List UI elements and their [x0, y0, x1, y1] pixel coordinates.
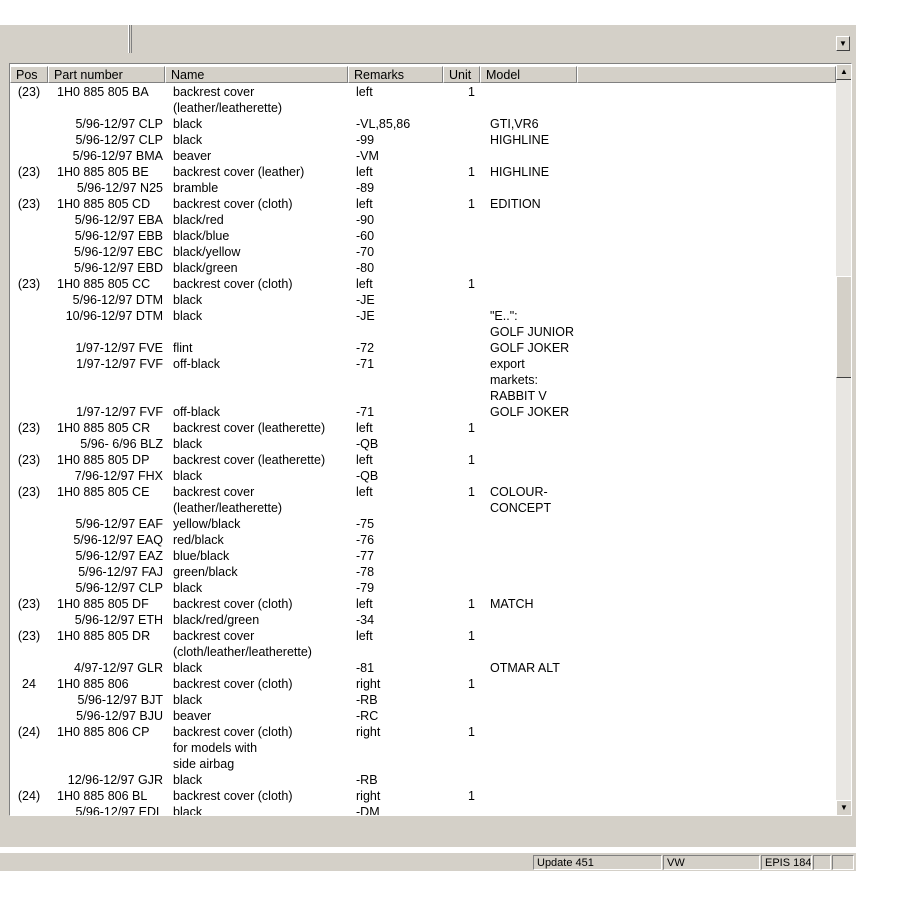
cell-name: yellow/black	[173, 517, 241, 531]
arrow-up-icon[interactable]: ▲	[836, 64, 852, 80]
table-row[interactable]	[10, 596, 836, 612]
parts-list[interactable]	[9, 63, 852, 816]
cell-model: GOLF JOKER	[490, 341, 570, 355]
cell-part-number: 1/97-12/97 FVF	[76, 405, 163, 419]
table-row[interactable]	[10, 484, 836, 500]
cell-part-number: 5/96-12/97 EAF	[75, 517, 163, 531]
cell-remarks: -70	[356, 245, 375, 259]
table-row[interactable]	[10, 804, 836, 816]
table-row[interactable]	[10, 692, 836, 708]
cell-part-number: 5/96-12/97 CLP	[75, 133, 163, 147]
cell-name: backrest cover	[173, 629, 255, 643]
cell-part-number: 1H0 885 806 CP	[57, 725, 150, 739]
scroll-thumb[interactable]	[836, 276, 852, 378]
cell-name: backrest cover (cloth)	[173, 789, 293, 803]
cell-part-number: 12/96-12/97 GJR	[67, 773, 163, 787]
app-window	[0, 25, 856, 869]
cell-unit: 1	[468, 597, 475, 611]
cell-remarks: -RC	[356, 709, 379, 723]
cell-model: export	[490, 357, 525, 371]
status-update: Update 451	[533, 855, 662, 870]
table-row[interactable]	[10, 356, 836, 372]
table-row[interactable]	[10, 324, 836, 340]
cell-pos: (24)	[17, 725, 41, 739]
status-panel-grip	[832, 855, 854, 870]
cell-pos: (24)	[17, 789, 41, 803]
cell-name: (leather/leatherette)	[173, 501, 283, 515]
cell-name: flint	[173, 341, 193, 355]
cell-pos: (23)	[17, 197, 41, 211]
table-row[interactable]	[10, 404, 836, 420]
cell-remarks: right	[356, 725, 381, 739]
cell-unit: 1	[468, 789, 475, 803]
table-row[interactable]	[10, 740, 836, 756]
cell-remarks: -76	[356, 533, 375, 547]
cell-model: markets:	[490, 373, 538, 387]
cell-unit: 1	[468, 485, 475, 499]
table-row[interactable]	[10, 564, 836, 580]
cell-name: side airbag	[173, 757, 235, 771]
cell-remarks: -JE	[356, 309, 375, 323]
table-row[interactable]	[10, 420, 836, 436]
cell-remarks: left	[356, 485, 373, 499]
cell-model: GTI,VR6	[490, 117, 539, 131]
cell-unit: 1	[468, 629, 475, 643]
cell-name: for models with	[173, 741, 258, 755]
cell-remarks: left	[356, 85, 373, 99]
cell-name: black	[173, 805, 203, 816]
cell-name: (leather/leatherette)	[173, 101, 283, 115]
cell-name: backrest cover (leatherette)	[173, 421, 326, 435]
cell-unit: 1	[468, 421, 475, 435]
cell-pos: (23)	[17, 85, 41, 99]
cell-remarks: -72	[356, 341, 375, 355]
table-row[interactable]	[10, 148, 836, 164]
cell-model: MATCH	[490, 597, 534, 611]
cell-part-number: 5/96-12/97 EBA	[74, 213, 163, 227]
table-row[interactable]	[10, 724, 836, 740]
cell-model: OTMAR ALT	[490, 661, 560, 675]
cell-part-number: 1H0 885 806 BL	[57, 789, 148, 803]
cell-part-number: 5/96-12/97 EAQ	[73, 533, 163, 547]
cell-remarks: -JE	[356, 293, 375, 307]
cell-remarks: -QB	[356, 437, 379, 451]
status-brand: VW	[663, 855, 760, 870]
cell-part-number: 1/97-12/97 FVE	[75, 341, 163, 355]
table-row[interactable]	[10, 276, 836, 292]
table-row[interactable]	[10, 612, 836, 628]
cell-remarks: -78	[356, 565, 375, 579]
cell-part-number: 5/96-12/97 BJT	[77, 693, 163, 707]
cell-name: black	[173, 293, 203, 307]
cell-remarks: -VL,85,86	[356, 117, 411, 131]
cell-name: black	[173, 133, 203, 147]
cell-part-number: 7/96-12/97 FHX	[74, 469, 163, 483]
cell-remarks: -60	[356, 229, 375, 243]
top-right-pane	[131, 25, 855, 53]
cell-name: backrest cover	[173, 85, 255, 99]
cell-pos: (23)	[17, 629, 41, 643]
cell-remarks: left	[356, 165, 373, 179]
table-row[interactable]	[10, 372, 836, 388]
table-body	[10, 84, 836, 816]
table-row[interactable]	[10, 676, 836, 692]
cell-name: black	[173, 581, 203, 595]
cell-model: GOLF JOKER	[490, 405, 570, 419]
cell-name: black/red	[173, 213, 224, 227]
cell-name: blue/black	[173, 549, 230, 563]
cell-model: RABBIT V	[490, 389, 547, 403]
status-bar	[0, 853, 856, 871]
cell-part-number: 1H0 885 805 CR	[57, 421, 151, 435]
cell-name: backrest cover (cloth)	[173, 677, 293, 691]
cell-name: bramble	[173, 181, 219, 195]
table-row[interactable]	[10, 132, 836, 148]
cell-name: backrest cover (cloth)	[173, 597, 293, 611]
cell-remarks: -71	[356, 357, 375, 371]
column-header-part-number[interactable]: Part number	[48, 66, 165, 83]
table-row[interactable]	[10, 532, 836, 548]
cell-part-number: 5/96-12/97 EBC	[74, 245, 163, 259]
status-epis: EPIS 184	[761, 855, 812, 870]
cell-name: black/red/green	[173, 613, 260, 627]
cell-remarks: right	[356, 789, 381, 803]
cell-part-number: 1H0 885 805 BE	[57, 165, 149, 179]
cell-part-number: 1H0 885 805 BA	[57, 85, 149, 99]
cell-part-number: 1/97-12/97 FVF	[76, 357, 163, 371]
cell-name: backrest cover (leatherette)	[173, 453, 326, 467]
cell-part-number: 5/96-12/97 DTM	[72, 293, 163, 307]
cell-pos: (23)	[17, 453, 41, 467]
cell-model: CONCEPT	[490, 501, 552, 515]
cell-part-number: 1H0 885 805 CC	[57, 277, 151, 291]
cell-part-number: 10/96-12/97 DTM	[65, 309, 163, 323]
cell-part-number: 1H0 885 805 DR	[57, 629, 151, 643]
cell-part-number: 5/96-12/97 EAZ	[75, 549, 163, 563]
cell-remarks: -90	[356, 213, 375, 227]
top-toolbar	[0, 25, 856, 55]
cell-unit: 1	[468, 165, 475, 179]
cell-remarks: left	[356, 629, 373, 643]
cell-remarks: -DM	[356, 805, 380, 816]
cell-part-number: 5/96-12/97 CLP	[75, 117, 163, 131]
cell-name: black/yellow	[173, 245, 241, 259]
cell-remarks: -80	[356, 261, 375, 275]
cell-name: black	[173, 437, 203, 451]
cell-pos: (23)	[17, 165, 41, 179]
table-row[interactable]	[10, 468, 836, 484]
table-row[interactable]	[10, 116, 836, 132]
cell-name: beaver	[173, 149, 212, 163]
cell-name: backrest cover (cloth)	[173, 725, 293, 739]
table-row[interactable]	[10, 100, 836, 116]
table-row[interactable]	[10, 164, 836, 180]
cell-model: "E..":	[490, 309, 518, 323]
cell-remarks: -34	[356, 613, 375, 627]
column-header-model[interactable]: Model	[480, 66, 577, 83]
cell-unit: 1	[468, 725, 475, 739]
cell-remarks: -89	[356, 181, 375, 195]
cell-remarks: -99	[356, 133, 375, 147]
column-header-remarks[interactable]: Remarks	[348, 66, 443, 83]
table-row[interactable]	[10, 452, 836, 468]
column-header-name[interactable]: Name	[165, 66, 348, 83]
cell-part-number: 5/96-12/97 BJU	[76, 709, 163, 723]
table-row[interactable]	[10, 500, 836, 516]
cell-remarks: -VM	[356, 149, 379, 163]
vertical-scrollbar[interactable]	[836, 64, 852, 816]
cell-name: black	[173, 117, 203, 131]
table-row[interactable]	[10, 580, 836, 596]
cell-pos: (23)	[17, 485, 41, 499]
cell-name: black	[173, 693, 203, 707]
cell-part-number: 1H0 885 805 DP	[57, 453, 150, 467]
cell-name: black/blue	[173, 229, 230, 243]
cell-name: black/green	[173, 261, 238, 275]
cell-name: backrest cover (leather)	[173, 165, 305, 179]
cell-name: green/black	[173, 565, 238, 579]
column-header-filler	[577, 66, 836, 83]
cell-model: HIGHLINE	[490, 165, 550, 179]
cell-remarks: -81	[356, 661, 375, 675]
cell-pos: 24	[22, 677, 36, 691]
column-header-row	[10, 66, 836, 83]
cell-remarks: -71	[356, 405, 375, 419]
table-row[interactable]	[10, 388, 836, 404]
cell-part-number: 5/96-12/97 BMA	[72, 149, 163, 163]
cell-part-number: 5/96-12/97 FAJ	[78, 565, 163, 579]
cell-part-number: 5/96-12/97 N25	[76, 181, 163, 195]
cell-unit: 1	[468, 85, 475, 99]
cell-remarks: -RB	[356, 693, 378, 707]
table-row[interactable]	[10, 180, 836, 196]
cell-pos: (23)	[17, 421, 41, 435]
cell-name: backrest cover (cloth)	[173, 197, 293, 211]
cell-pos: (23)	[17, 597, 41, 611]
cell-name: beaver	[173, 709, 212, 723]
table-row[interactable]	[10, 436, 836, 452]
cell-name: backrest cover	[173, 485, 255, 499]
cell-model: EDITION	[490, 197, 541, 211]
cell-remarks: right	[356, 677, 381, 691]
cell-part-number: 5/96-12/97 ETH	[74, 613, 163, 627]
table-row[interactable]	[10, 260, 836, 276]
cell-name: off-black	[173, 357, 221, 371]
cell-part-number: 1H0 885 806	[57, 677, 129, 691]
table-row[interactable]	[10, 708, 836, 724]
cell-remarks: -77	[356, 549, 375, 563]
status-panel-empty	[813, 855, 831, 870]
table-row[interactable]	[10, 772, 836, 788]
cell-model: HIGHLINE	[490, 133, 550, 147]
cell-remarks: left	[356, 597, 373, 611]
table-row[interactable]	[10, 196, 836, 212]
table-row[interactable]	[10, 644, 836, 660]
table-row[interactable]	[10, 756, 836, 772]
table-row[interactable]	[10, 308, 836, 324]
cell-name: black	[173, 469, 203, 483]
cell-name: off-black	[173, 405, 221, 419]
cell-name: backrest cover (cloth)	[173, 277, 293, 291]
cell-pos: (23)	[17, 277, 41, 291]
cell-name: black	[173, 773, 203, 787]
cell-remarks: -QB	[356, 469, 379, 483]
cell-part-number: 1H0 885 805 CD	[57, 197, 151, 211]
cell-name: black	[173, 309, 203, 323]
table-row[interactable]	[10, 84, 836, 100]
cell-part-number: 1H0 885 805 DF	[57, 597, 149, 611]
cell-part-number: 1H0 885 805 CE	[57, 485, 150, 499]
table-row[interactable]	[10, 228, 836, 244]
table-row[interactable]	[10, 788, 836, 804]
cell-name: red/black	[173, 533, 224, 547]
cell-model: COLOUR-	[490, 485, 548, 499]
cell-remarks: -RB	[356, 773, 378, 787]
column-header-unit[interactable]: Unit	[443, 66, 480, 83]
cell-part-number: 5/96-12/97 EDL	[75, 805, 163, 816]
cell-unit: 1	[468, 277, 475, 291]
cell-unit: 1	[468, 197, 475, 211]
table-row[interactable]	[10, 548, 836, 564]
cell-unit: 1	[468, 453, 475, 467]
cell-unit: 1	[468, 677, 475, 691]
table-row[interactable]	[10, 212, 836, 228]
cell-remarks: -75	[356, 517, 375, 531]
cell-part-number: 4/97-12/97 GLR	[74, 661, 163, 675]
top-left-pane	[0, 25, 129, 53]
cell-name: (cloth/leather/leatherette)	[173, 645, 312, 659]
cell-part-number: 5/96-12/97 CLP	[75, 581, 163, 595]
cell-remarks: left	[356, 421, 373, 435]
table-row[interactable]	[10, 516, 836, 532]
cell-part-number: 5/96-12/97 EBD	[74, 261, 163, 275]
table-row[interactable]	[10, 244, 836, 260]
table-row[interactable]	[10, 340, 836, 356]
table-row[interactable]	[10, 292, 836, 308]
table-row[interactable]	[10, 660, 836, 676]
column-header-pos[interactable]: Pos	[10, 66, 48, 83]
cell-remarks: left	[356, 197, 373, 211]
cell-name: black	[173, 661, 203, 675]
cell-remarks: -79	[356, 581, 375, 595]
cell-model: GOLF JUNIOR	[490, 325, 575, 339]
cell-remarks: left	[356, 277, 373, 291]
table-row[interactable]	[10, 628, 836, 644]
arrow-down-icon[interactable]: ▼	[836, 800, 852, 816]
dropdown-arrow-icon[interactable]: ▼	[836, 36, 850, 51]
cell-remarks: left	[356, 453, 373, 467]
cell-part-number: 5/96- 6/96 BLZ	[80, 437, 163, 451]
cell-part-number: 5/96-12/97 EBB	[74, 229, 163, 243]
